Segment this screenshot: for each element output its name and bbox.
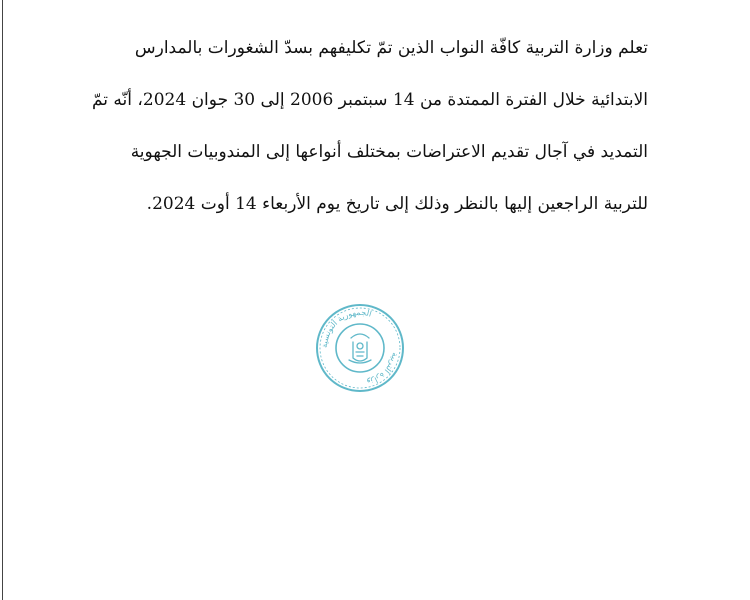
seal-outer-text: الجمهورية التونسية <box>319 307 373 349</box>
paragraph-line-4: للتربية الراجعين إليها بالنظر وذلك إلى تاريخ يوم الأربعاء 14 أوت 2024. <box>146 194 648 214</box>
page-left-border <box>2 0 3 600</box>
announcement-paragraph <box>91 38 648 246</box>
paragraph-line-3: التمديد في آجال تقديم الاعتراضات بمختلف أنواعها إلى المندوبيات الجهوية <box>130 142 648 162</box>
ministry-seal-stamp <box>314 302 406 394</box>
seal-icon <box>314 302 406 394</box>
paragraph-line-1: تعلم وزارة التربية كافّة النواب الذين تمّ تكليفهم بسدّ الشغورات بالمدارس <box>134 38 648 58</box>
paragraph-line-2: الابتدائية خلال الفترة الممتدة من 14 سبتمبر 2006 إلى 30 جوان 2024، أنّه تمّ <box>91 90 648 110</box>
seal-inner-text: وزارة التربية <box>365 351 400 388</box>
